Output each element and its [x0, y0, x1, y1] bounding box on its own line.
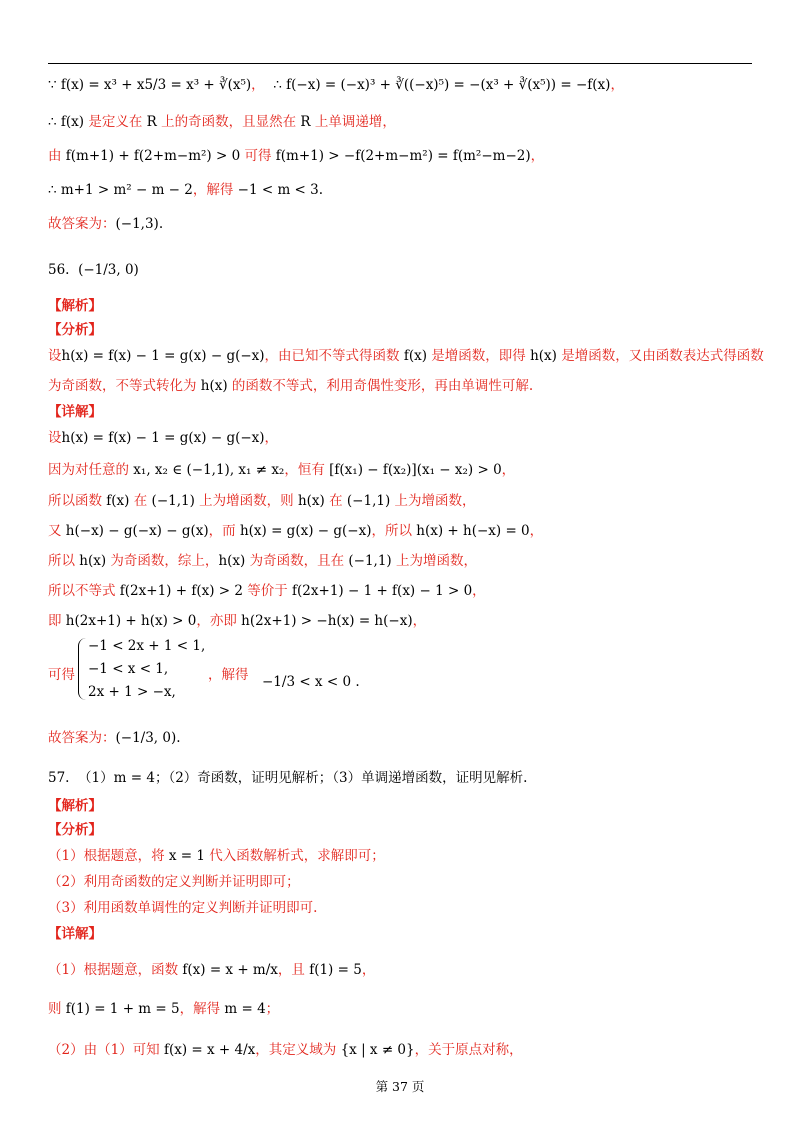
text-segment: {x | x ≠ 0} [340, 1042, 415, 1058]
page-number: 第 37 页 [375, 1079, 425, 1094]
text-segment: 在 [324, 493, 347, 509]
text-segment: 则 [48, 1001, 66, 1017]
text-segment: (−1,1) [346, 493, 391, 509]
text-segment: 上为增函数， [391, 553, 477, 569]
text-segment: ， [610, 77, 624, 93]
text-segment: ，恒有 [284, 462, 330, 478]
text-segment: 【详解】 [48, 404, 102, 420]
text-line-l14 [48, 491, 752, 511]
text-segment: 上单调递增， [310, 114, 396, 130]
text-segment: f(m+1) > −f(2+m−m²) = f(m²−m−2) [275, 148, 531, 164]
text-segment: f(m+1) + f(2+m−m²) > 0 [65, 148, 241, 164]
text-line-l23 [48, 846, 752, 866]
text-segment: 【分析】 [48, 322, 102, 338]
text-segment: −1 < m < 3 [237, 182, 319, 198]
text-segment: 为奇函数，且在 [245, 553, 349, 569]
text-segment: m = 4 [113, 770, 155, 786]
text-segment: 是增函数，又由函数表达式得函数 [556, 348, 764, 364]
text-line-l20 [48, 768, 752, 788]
text-segment: （2）由（1）可知 [48, 1042, 164, 1058]
text-segment: 是定义在 [88, 114, 147, 130]
text-segment: x = 1 [168, 848, 205, 864]
text-segment: (−1,1) [348, 553, 392, 569]
text-segment: f(x) [106, 493, 130, 509]
text-segment: 等价于 [242, 583, 293, 599]
text-segment: ∴ f(x) [48, 114, 89, 130]
text-segment: 【解析】 [48, 798, 102, 814]
text-segment: R [146, 114, 157, 130]
text-line-l21 [48, 796, 752, 816]
system-solve-text: ，解得 [208, 667, 249, 683]
text-segment: （1）根据题意，将 [48, 848, 169, 864]
text-segment: ， [361, 962, 376, 978]
text-segment: f(x) = x + 4/x [163, 1042, 256, 1058]
text-segment: ， [251, 77, 265, 93]
text-segment: 上为增函数，则 [194, 493, 298, 509]
text-segment: 的函数不等式，利用奇偶性变形，再由单调性可解. [227, 378, 534, 394]
text-segment: （2）利用奇函数的定义判断并证明即可； [48, 874, 300, 890]
text-segment: . [176, 730, 181, 746]
text-line-l1 [48, 75, 752, 95]
text-segment: f(2x+1) − 1 + f(x) − 1 > 0 [292, 583, 473, 599]
left-brace [78, 638, 86, 700]
text-segment: （3）利用函数单调性的定义判断并证明即可. [48, 900, 318, 916]
text-segment: ， [412, 613, 427, 629]
text-line-l15 [48, 521, 752, 541]
text-segment: f(x) = x + m/x [182, 962, 278, 978]
system-condition-3: 2x + 1 > −x, [88, 684, 176, 700]
text-segment: R [300, 114, 311, 130]
text-segment: h(x) = g(x) − g(−x) [239, 523, 372, 539]
system-condition-2: −1 < x < 1, [88, 661, 169, 677]
text-segment: ； [265, 1001, 280, 1017]
text-segment: 设 [48, 348, 62, 364]
text-segment: h(x) [79, 553, 107, 569]
text-segment: ，解得 [179, 1001, 225, 1017]
text-segment: 56. [48, 262, 79, 278]
text-segment: 【解析】 [48, 298, 102, 314]
text-segment: h(x) [297, 493, 325, 509]
text-segment: (−1/3, 0) [115, 730, 177, 746]
text-segment: ，由已知不等式得函数 [264, 348, 404, 364]
text-line-l4 [48, 180, 752, 200]
text-segment: h(x) [218, 553, 246, 569]
text-segment: . [158, 216, 164, 232]
text-segment: h(x) + h(−x) = 0 [416, 523, 530, 539]
text-segment: ∴ f(−x) = (−x)³ + ∛((−x)⁵) = −(x³ + ∛(x⁵)) = −f(x) [264, 77, 611, 93]
text-line-l11 [48, 402, 752, 422]
text-segment: 是增函数，即得 [427, 348, 531, 364]
text-segment: 为奇函数，不等式转化为 [48, 378, 201, 394]
text-segment: 所以函数 [48, 493, 107, 509]
text-segment: 代入函数解析式，求解即可； [205, 848, 385, 864]
text-segment: f(1) = 1 + m = 5 [65, 1001, 180, 1017]
text-segment: 上的奇函数，且显然在 [156, 114, 301, 130]
text-segment: ，而 [208, 523, 240, 539]
text-segment: . [318, 182, 324, 198]
text-line-l7 [48, 296, 752, 316]
text-line-l27 [48, 960, 752, 980]
text-segment: h(x) [530, 348, 557, 364]
text-segment: [f(x₁) − f(x₂)](x₁ − x₂) > 0 [329, 462, 502, 478]
text-segment: 设 [48, 430, 62, 446]
text-line-l29 [48, 1040, 752, 1060]
text-segment: 由 [48, 148, 66, 164]
text-segment: ；（2）奇函数，证明见解析；（3）单调递增函数，证明见解析. [154, 770, 528, 786]
text-segment: 在 [129, 493, 152, 509]
text-line-l18 [48, 611, 752, 631]
text-segment: 为奇函数，综上， [106, 553, 219, 569]
text-segment: m = 4 [224, 1001, 266, 1017]
text-segment: ，且 [277, 962, 310, 978]
text-segment: ， [472, 583, 486, 599]
text-segment: 故答案为： [48, 730, 116, 746]
text-segment: h(x) [200, 378, 228, 394]
text-segment: h(−x) − g(−x) − g(x) [65, 523, 209, 539]
text-segment: ，解得 [192, 182, 238, 198]
text-segment: ，关于原点对称， [414, 1042, 523, 1058]
text-segment: f(x) [403, 348, 427, 364]
text-segment: ， [501, 462, 516, 478]
text-segment: 上为增函数， [390, 493, 476, 509]
text-line-l17 [48, 581, 752, 601]
text-segment: 5/3 [144, 77, 167, 93]
text-segment: ，其定义域为 [255, 1042, 341, 1058]
text-segment: h(2x+1) > −h(x) = h(−x) [241, 613, 413, 629]
system-lead-text: 可得 [48, 667, 75, 683]
text-segment: ， [530, 148, 545, 164]
text-line-l26 [48, 924, 752, 944]
text-line-l28 [48, 999, 752, 1019]
text-segment: 故答案为： [48, 216, 116, 232]
text-line-l3 [48, 146, 752, 166]
text-segment: (−1/3, 0) [78, 262, 139, 278]
text-line-l5 [48, 214, 752, 234]
text-segment: ， [529, 523, 544, 539]
text-segment: (−1,1) [151, 493, 195, 509]
text-segment: 【详解】 [48, 926, 102, 942]
text-line-l8 [48, 320, 752, 340]
text-segment: ∴ m+1 > m² − m − 2 [48, 182, 193, 198]
top-rule [48, 63, 752, 64]
text-segment: 所以 [48, 553, 80, 569]
text-line-l22 [48, 820, 752, 840]
text-segment: 因为对任意的 [48, 462, 134, 478]
text-line-l25 [48, 898, 752, 918]
text-line-l10 [48, 376, 752, 396]
system-result: −1/3 < x < 0 . [262, 674, 360, 690]
text-segment: 57. （1） [48, 770, 114, 786]
text-line-l19 [48, 728, 752, 748]
text-segment: 又 [48, 523, 66, 539]
text-segment: h(x) = f(x) − 1 = g(x) − g(−x) [61, 430, 265, 446]
text-segment: x₁, x₂ ∈ (−1,1), x₁ ≠ x₂ [133, 462, 285, 478]
text-line-l6 [48, 260, 752, 280]
text-segment: ，亦即 [196, 613, 242, 629]
system-condition-1: −1 < 2x + 1 < 1, [88, 638, 206, 654]
text-segment: h(2x+1) + h(x) > 0 [65, 613, 197, 629]
text-segment: 【分析】 [48, 822, 102, 838]
text-segment: 可得 [240, 148, 276, 164]
text-segment: h(x) = f(x) − 1 = g(x) − g(−x) [61, 348, 265, 364]
text-segment: ∵ f(x) = x³ + x [48, 77, 145, 93]
text-segment: 所以不等式 [48, 583, 120, 599]
text-segment: f(2x+1) + f(x) > 2 [119, 583, 243, 599]
text-segment: f(1) = 5 [309, 962, 362, 978]
text-line-l9 [48, 346, 764, 366]
text-segment: ， [264, 430, 279, 446]
text-line-l2 [48, 112, 752, 132]
text-segment: = x³ + ∛(x⁵) [166, 77, 252, 93]
text-line-l13 [48, 460, 752, 480]
text-line-l16 [48, 551, 752, 571]
text-line-l24 [48, 872, 752, 892]
text-segment: 即 [48, 613, 66, 629]
inequality-system [48, 634, 752, 710]
text-segment: （1）根据题意，函数 [48, 962, 183, 978]
text-segment: ，所以 [371, 523, 417, 539]
text-line-l12 [48, 428, 752, 448]
text-segment: (−1,3) [115, 216, 159, 232]
